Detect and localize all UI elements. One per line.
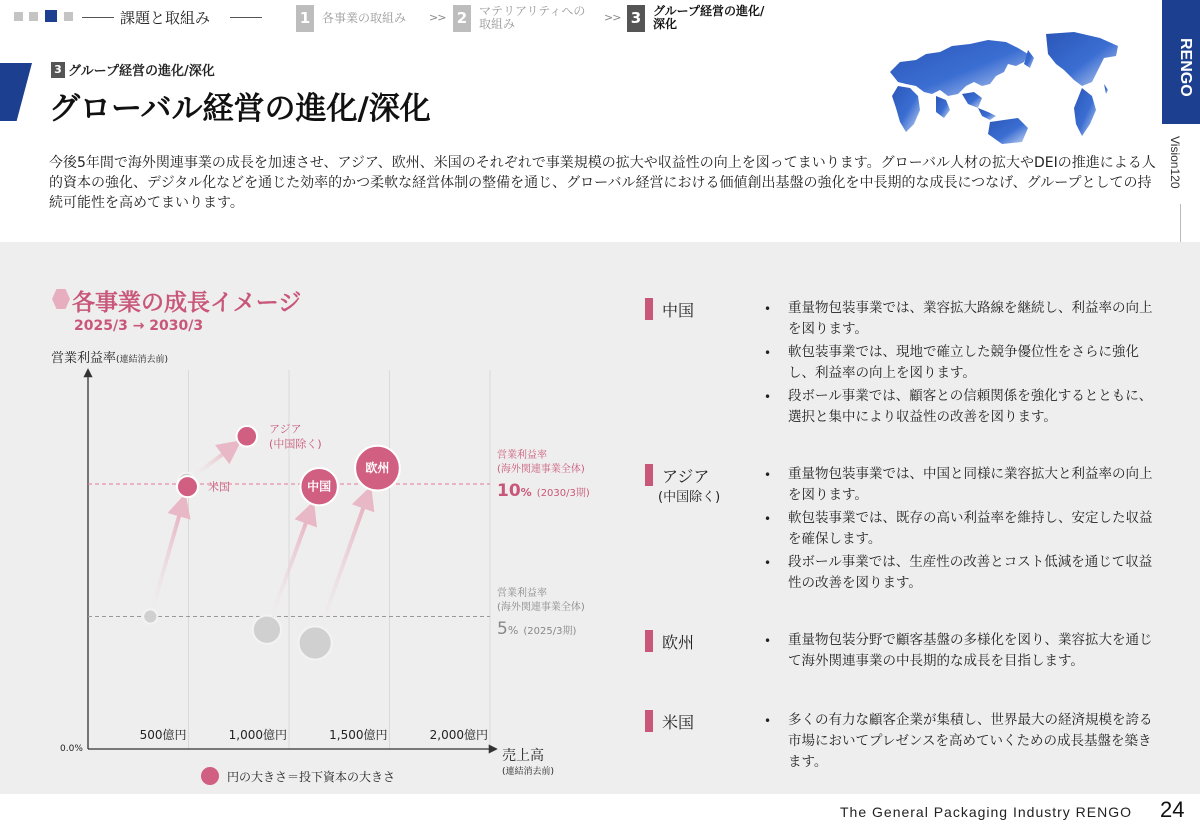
region-europe-name: 欧州 — [662, 633, 695, 652]
ref-line-2030-value: 10% (2030/3期) — [497, 481, 590, 501]
page-title: グローバル経営の進化/深化 — [49, 91, 431, 127]
region-asia-bullet: 段ボール事業では、生産性の改善とコスト低減を通じて収益性の改善を図ります。 — [788, 554, 1153, 591]
region-asia-sub: (中国除く) — [658, 490, 721, 505]
region-europe-bullet: 重量物包装分野で顧客基盤の多様化を図り、業容拡大を通じて海外関連事業の中長期的な成長を目指します。 — [788, 632, 1153, 669]
region-marker — [645, 710, 653, 732]
growth-arrow — [196, 446, 234, 474]
nav-step-1-label[interactable]: 各事業の取組み — [322, 11, 407, 25]
rengo-logo: RENGO — [1177, 38, 1194, 97]
ref-line-2025-label: 営業利益率 (海外関連事業全体) — [497, 588, 585, 613]
region-us-bullet: 多くの有力な顧客企業が集積し、世界最大の経済規模を誇る市場においてプレゼンスを高めていくための成長基盤を築きます。 — [788, 712, 1153, 770]
nav-step-2-number[interactable]: 2 — [453, 5, 471, 32]
x-tick-label: 1,000億円 — [228, 728, 287, 742]
origin-label: 0.0% — [60, 744, 83, 754]
region-marker — [645, 464, 653, 486]
bubble-2025 — [253, 616, 281, 644]
bubble-2030 — [237, 426, 257, 446]
region-marker — [645, 298, 653, 320]
region-marker — [645, 630, 653, 652]
chart-title: 各事業の成長イメージ — [72, 290, 302, 316]
vision-label: Vision120 — [1168, 136, 1182, 189]
nav-step-2-label[interactable]: マテリアリティへの 取組み — [479, 4, 586, 31]
x-tick-label: 1,500億円 — [329, 728, 388, 742]
bubble-2025 — [143, 609, 157, 623]
nav-title: 課題と取組み — [120, 9, 211, 27]
bubble-label: 米国 — [207, 480, 230, 494]
nav-step-3-label[interactable]: グループ経営の進化/ 深化 — [653, 4, 765, 31]
bubble-label: 中国 — [307, 479, 332, 494]
bubble-2025 — [299, 626, 332, 659]
growth-arrow — [273, 510, 311, 614]
x-tick-label: 2,000億円 — [429, 728, 488, 742]
chevron-icon: >> — [604, 11, 621, 24]
region-asia-bullet: 重量物包装事業では、中国と同様に業容拡大と利益率の向上を図ります。 — [788, 466, 1153, 503]
world-map-image — [878, 24, 1146, 154]
ref-line-2030-label: 営業利益率 (海外関連事業全体) — [497, 450, 585, 475]
region-asia-bullet: 軟包装事業では、既存の高い利益率を維持し、安定した収益を確保します。 — [788, 510, 1153, 547]
region-us-name: 米国 — [662, 713, 695, 732]
section-tag: グループ経営の進化/深化 — [68, 64, 215, 79]
growth-arrow — [153, 503, 183, 607]
chart-subtitle: 2025/3 → 2030/3 — [74, 318, 204, 334]
x-axis-label: 売上高 — [502, 748, 544, 764]
legend-text: 円の大きさ＝投下資本の大きさ — [227, 770, 396, 784]
ref-line-2025-value: 5% (2025/3期) — [497, 619, 577, 639]
chevron-icon: >> — [429, 11, 446, 24]
intro-paragraph: 今後5年間で海外関連事業の成長を加速させ、アジア、欧州、米国のそれぞれで事業規模の拡大や収益性の向上を図ってまいります。グローバル人材の拡大やDEIの推進による人的資本の強化、デジタル化などを通じた効率的かつ柔軟な経営体制の整備を通じ、グローバル経営における価値創出基盤の強化を中長期的な成長につなげ、グループとしての持続可能性を高めてまいります。 — [49, 155, 1156, 211]
region-china-bullet: 軟包装事業では、現地で確立した競争優位性をさらに強化し、利益率の向上を図ります。 — [788, 344, 1139, 381]
region-china-name: 中国 — [662, 301, 695, 320]
bubble-label: アジア — [269, 422, 302, 436]
region-china-bullet: 段ボール事業では、顧客との信頼関係を強化するとともに、選択と集中により収益性の改善を図ります。 — [788, 388, 1153, 425]
section-number: 3 — [51, 62, 65, 78]
region-asia-name: アジア — [662, 467, 710, 486]
footer-company: The General Packaging Industry RENGO — [840, 804, 1133, 820]
nav-step-1-number[interactable]: 1 — [296, 5, 314, 32]
region-china-bullet: 重量物包装事業では、業容拡大路線を継続し、利益率の向上を図ります。 — [788, 300, 1153, 337]
bubble-sublabel: (中国除く) — [269, 437, 322, 451]
bubble-label: 欧州 — [365, 461, 390, 476]
x-tick-label: 500億円 — [139, 728, 187, 742]
page-number: 24 — [1160, 797, 1185, 822]
y-axis-label: 営業利益率(連結消去前) — [51, 351, 169, 366]
growth-arrow — [322, 495, 368, 625]
bubble-2030 — [177, 476, 198, 497]
nav-step-3-number[interactable]: 3 — [627, 5, 645, 32]
legend-circle-icon — [201, 767, 219, 785]
x-axis-note: (連結消去前) — [502, 767, 555, 777]
